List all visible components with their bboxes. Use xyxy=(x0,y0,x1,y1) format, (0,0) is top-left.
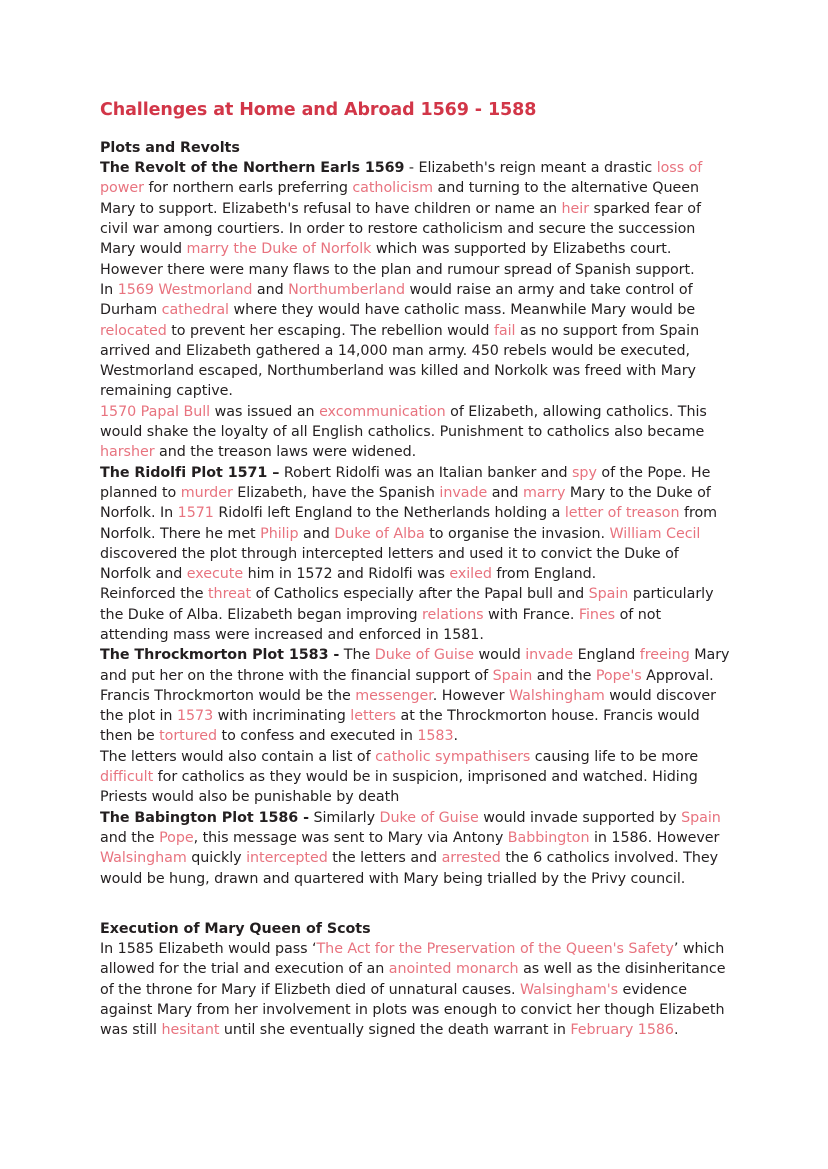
highlight-term: catholic sympathisers xyxy=(375,748,531,765)
text-run: as well as the disinheritance of the throne for Mary if Elizbeth died of unnatural causes. xyxy=(100,961,726,998)
text-run: quickly xyxy=(186,850,247,867)
text-run: was issued an xyxy=(210,403,320,420)
lead-in-bold: The Babington Plot 1586 - xyxy=(100,809,309,826)
text-run: and the treason laws were widened. xyxy=(154,444,417,461)
text-run: until she eventually signed the death warrant in xyxy=(219,1022,571,1039)
section-heading: Execution of Mary Queen of Scots xyxy=(100,920,371,937)
text-run: where they would have catholic mass. Meanwhile Mary would be xyxy=(228,302,696,319)
highlight-term: marry xyxy=(522,484,566,501)
highlight-term: catholicism xyxy=(352,180,433,197)
text-run: Reinforced the xyxy=(100,586,208,603)
text-run: would xyxy=(473,647,526,664)
text-run: and turning to the alternative Queen Mary to support. Elizabeth's refusal to have children or name an xyxy=(100,180,699,217)
text-run: would discover the plot in xyxy=(100,687,716,725)
highlight-term: invade xyxy=(439,484,488,501)
highlight-term: tortured xyxy=(159,728,218,745)
text-run: Approval. Francis Throckmorton would be the xyxy=(100,667,714,704)
text-run: of Elizabeth, allowing catholics. This would shake the loyalty of all English catholics. Punishment to catholics also became xyxy=(100,403,707,441)
highlight-term: execute xyxy=(186,566,244,583)
lead-in-bold: The Throckmorton Plot 1583 - xyxy=(100,647,340,664)
text-run: and the xyxy=(532,667,596,684)
highlight-term: Fines xyxy=(578,606,616,623)
highlight-term: threat xyxy=(208,586,252,603)
text-run: with incriminating xyxy=(213,708,351,725)
highlight-term: spy xyxy=(572,464,597,481)
text-run: from Norfolk. There he met xyxy=(100,505,718,542)
highlight-term: arrested xyxy=(441,850,501,867)
text-run: Mary to the Duke of Norfolk. In xyxy=(100,484,711,522)
text-run: discovered the plot through intercepted letters and used it to convict the Duke of Norfolk and xyxy=(100,545,679,583)
highlight-term: letters xyxy=(350,708,397,725)
highlight-term: Duke of Guise xyxy=(374,647,474,664)
text-run: Similarly xyxy=(308,809,380,826)
text-run: , this message was sent to Mary via Antony xyxy=(193,829,508,846)
text-run: particularly the Duke of Alba. Elizabeth began improving xyxy=(100,586,714,623)
section-gap xyxy=(100,889,728,919)
lead-in-bold: The Revolt of the Northern Earls 1569 xyxy=(100,160,405,177)
highlight-term: fail xyxy=(493,322,516,339)
text-run: The letters would also contain a list of xyxy=(100,748,376,765)
paragraph xyxy=(100,645,730,746)
text-run: would raise an army and take control of Durham xyxy=(100,281,693,319)
highlight-term: excommunication xyxy=(319,403,446,420)
text-run: to confess and executed in xyxy=(217,728,418,745)
text-run: as no support from Spain arrived and Elizabeth gathered a 14,000 man army. 450 rebels would be executed, Westmorland escaped, Northumberland was killed and Norkolk was freed with Mary remaining captive. xyxy=(100,322,700,400)
text-run: for catholics as they would be in suspicion, imprisoned and watched. Hiding Priests would also be punishable by death xyxy=(100,769,698,806)
text-run: from England. xyxy=(491,566,597,583)
highlight-term: invade xyxy=(525,647,574,664)
text-run: In xyxy=(100,281,118,298)
highlight-term: Spain xyxy=(492,667,533,684)
highlight-term: Philip xyxy=(260,525,299,542)
text-run: of not attending mass were increased and enforced in 1581. xyxy=(100,606,662,643)
highlight-term: freeing xyxy=(639,647,690,664)
text-run: would invade supported by xyxy=(478,809,682,826)
highlight-term: 1570 Papal Bull xyxy=(100,403,211,420)
text-run: Ridolfi left England to the Netherlands holding a xyxy=(213,505,565,522)
highlight-term: 1573 xyxy=(176,708,214,725)
text-run: and xyxy=(252,281,289,298)
highlight-term: cathedral xyxy=(161,302,229,319)
highlight-term: relocated xyxy=(100,322,167,339)
highlight-term: difficult xyxy=(100,769,154,786)
highlight-term: intercepted xyxy=(246,850,328,867)
paragraph xyxy=(100,280,730,402)
highlight-term: letter of treason xyxy=(564,505,680,522)
text-run: . xyxy=(673,1022,679,1039)
text-run: in 1586. However xyxy=(589,829,720,846)
highlight-term: Pope's xyxy=(595,667,642,684)
text-run: and xyxy=(298,525,335,542)
highlight-term: marry the Duke of Norfolk xyxy=(186,241,372,258)
highlight-term: Duke of Guise xyxy=(379,809,479,826)
text-run: . However xyxy=(432,687,510,704)
highlight-term: 1583 xyxy=(417,728,454,745)
highlight-term: relations xyxy=(422,606,484,623)
highlight-term: Babbington xyxy=(507,829,590,846)
section-heading: Plots and Revolts xyxy=(100,139,240,156)
text-run: to prevent her escaping. The rebellion would xyxy=(166,322,494,339)
highlight-term: Walsingham xyxy=(100,850,187,867)
text-run: Elizabeth, have the Spanish xyxy=(232,484,440,501)
highlight-term: hesitant xyxy=(161,1022,220,1039)
text-run: England xyxy=(573,647,640,664)
text-run: causing life to be more xyxy=(530,748,699,765)
highlight-term: exiled xyxy=(449,566,492,583)
highlight-term: 1571 xyxy=(177,505,214,522)
page-title: Challenges at Home and Abroad 1569 - 1588 xyxy=(100,100,537,120)
highlight-term: Pope xyxy=(159,829,194,846)
paragraph xyxy=(100,158,730,280)
text-run: for northern earls preferring xyxy=(143,180,353,197)
highlight-term: harsher xyxy=(100,444,155,461)
text-run: Mary and put her on the throne with the financial support of xyxy=(100,647,730,684)
text-run: sparked fear of civil war among courtiers. In order to restore catholicism and secure the succession Mary would xyxy=(100,200,701,258)
highlight-term: February 1586 xyxy=(570,1022,674,1039)
text-run: - Elizabeth's reign meant a drastic xyxy=(404,160,657,177)
paragraph xyxy=(100,463,730,585)
highlight-term: Walsingham's xyxy=(519,981,619,998)
text-run: which was supported by Elizabeths court. However there were many flaws to the plan and rumour spread of Spanish support. xyxy=(100,241,695,278)
highlight-term: Spain xyxy=(588,586,629,603)
highlight-term: Duke of Alba xyxy=(334,525,425,542)
text-run: and the xyxy=(100,829,160,846)
text-run: ’ which allowed for the trial and execution of an xyxy=(100,941,725,978)
paragraph xyxy=(100,747,730,808)
text-run: . xyxy=(453,728,459,745)
highlight-term: Walshingham xyxy=(509,687,605,704)
text-run: of Catholics especially after the Papal bull and xyxy=(251,586,589,603)
highlight-term: murder xyxy=(180,484,233,501)
text-run: the letters and xyxy=(327,850,442,867)
text-run: to organise the invasion. xyxy=(424,525,610,542)
highlight-term: heir xyxy=(561,200,590,217)
paragraph xyxy=(100,939,730,1040)
text-run: him in 1572 and Ridolfi was xyxy=(243,566,450,583)
text-run: the 6 catholics involved. They would be hung, drawn and quartered with Mary being trialled by the Privy council. xyxy=(100,850,719,887)
lead-in-bold: The Ridolfi Plot 1571 – xyxy=(100,464,280,481)
paragraph xyxy=(100,808,730,889)
sections-container xyxy=(100,138,728,1041)
text-run: Robert Ridolfi was an Italian banker and xyxy=(279,464,573,481)
highlight-term: William Cecil xyxy=(609,525,701,542)
text-run: The xyxy=(339,647,375,664)
highlight-term: Spain xyxy=(681,809,721,826)
highlight-term: anointed monarch xyxy=(388,961,519,978)
text-run: In 1585 Elizabeth would pass ‘ xyxy=(100,941,317,958)
paragraph xyxy=(100,402,730,463)
text-run: and xyxy=(487,484,523,501)
text-run: at the Throckmorton house. Francis would then be xyxy=(100,708,700,745)
text-run: of the Pope. He planned to xyxy=(100,464,711,501)
text-run: with France. xyxy=(483,606,579,623)
highlight-term: messenger xyxy=(355,687,433,704)
text-run: evidence against Mary from her involvement in plots was enough to convict her though Elizabeth was still xyxy=(100,981,725,1039)
paragraph xyxy=(100,584,730,645)
highlight-term: Northumberland xyxy=(288,281,406,298)
highlight-term: 1569 Westmorland xyxy=(117,281,253,298)
highlight-term: The Act for the Preservation of the Queen's Safety xyxy=(316,941,674,958)
highlight-term: loss of power xyxy=(100,160,703,197)
